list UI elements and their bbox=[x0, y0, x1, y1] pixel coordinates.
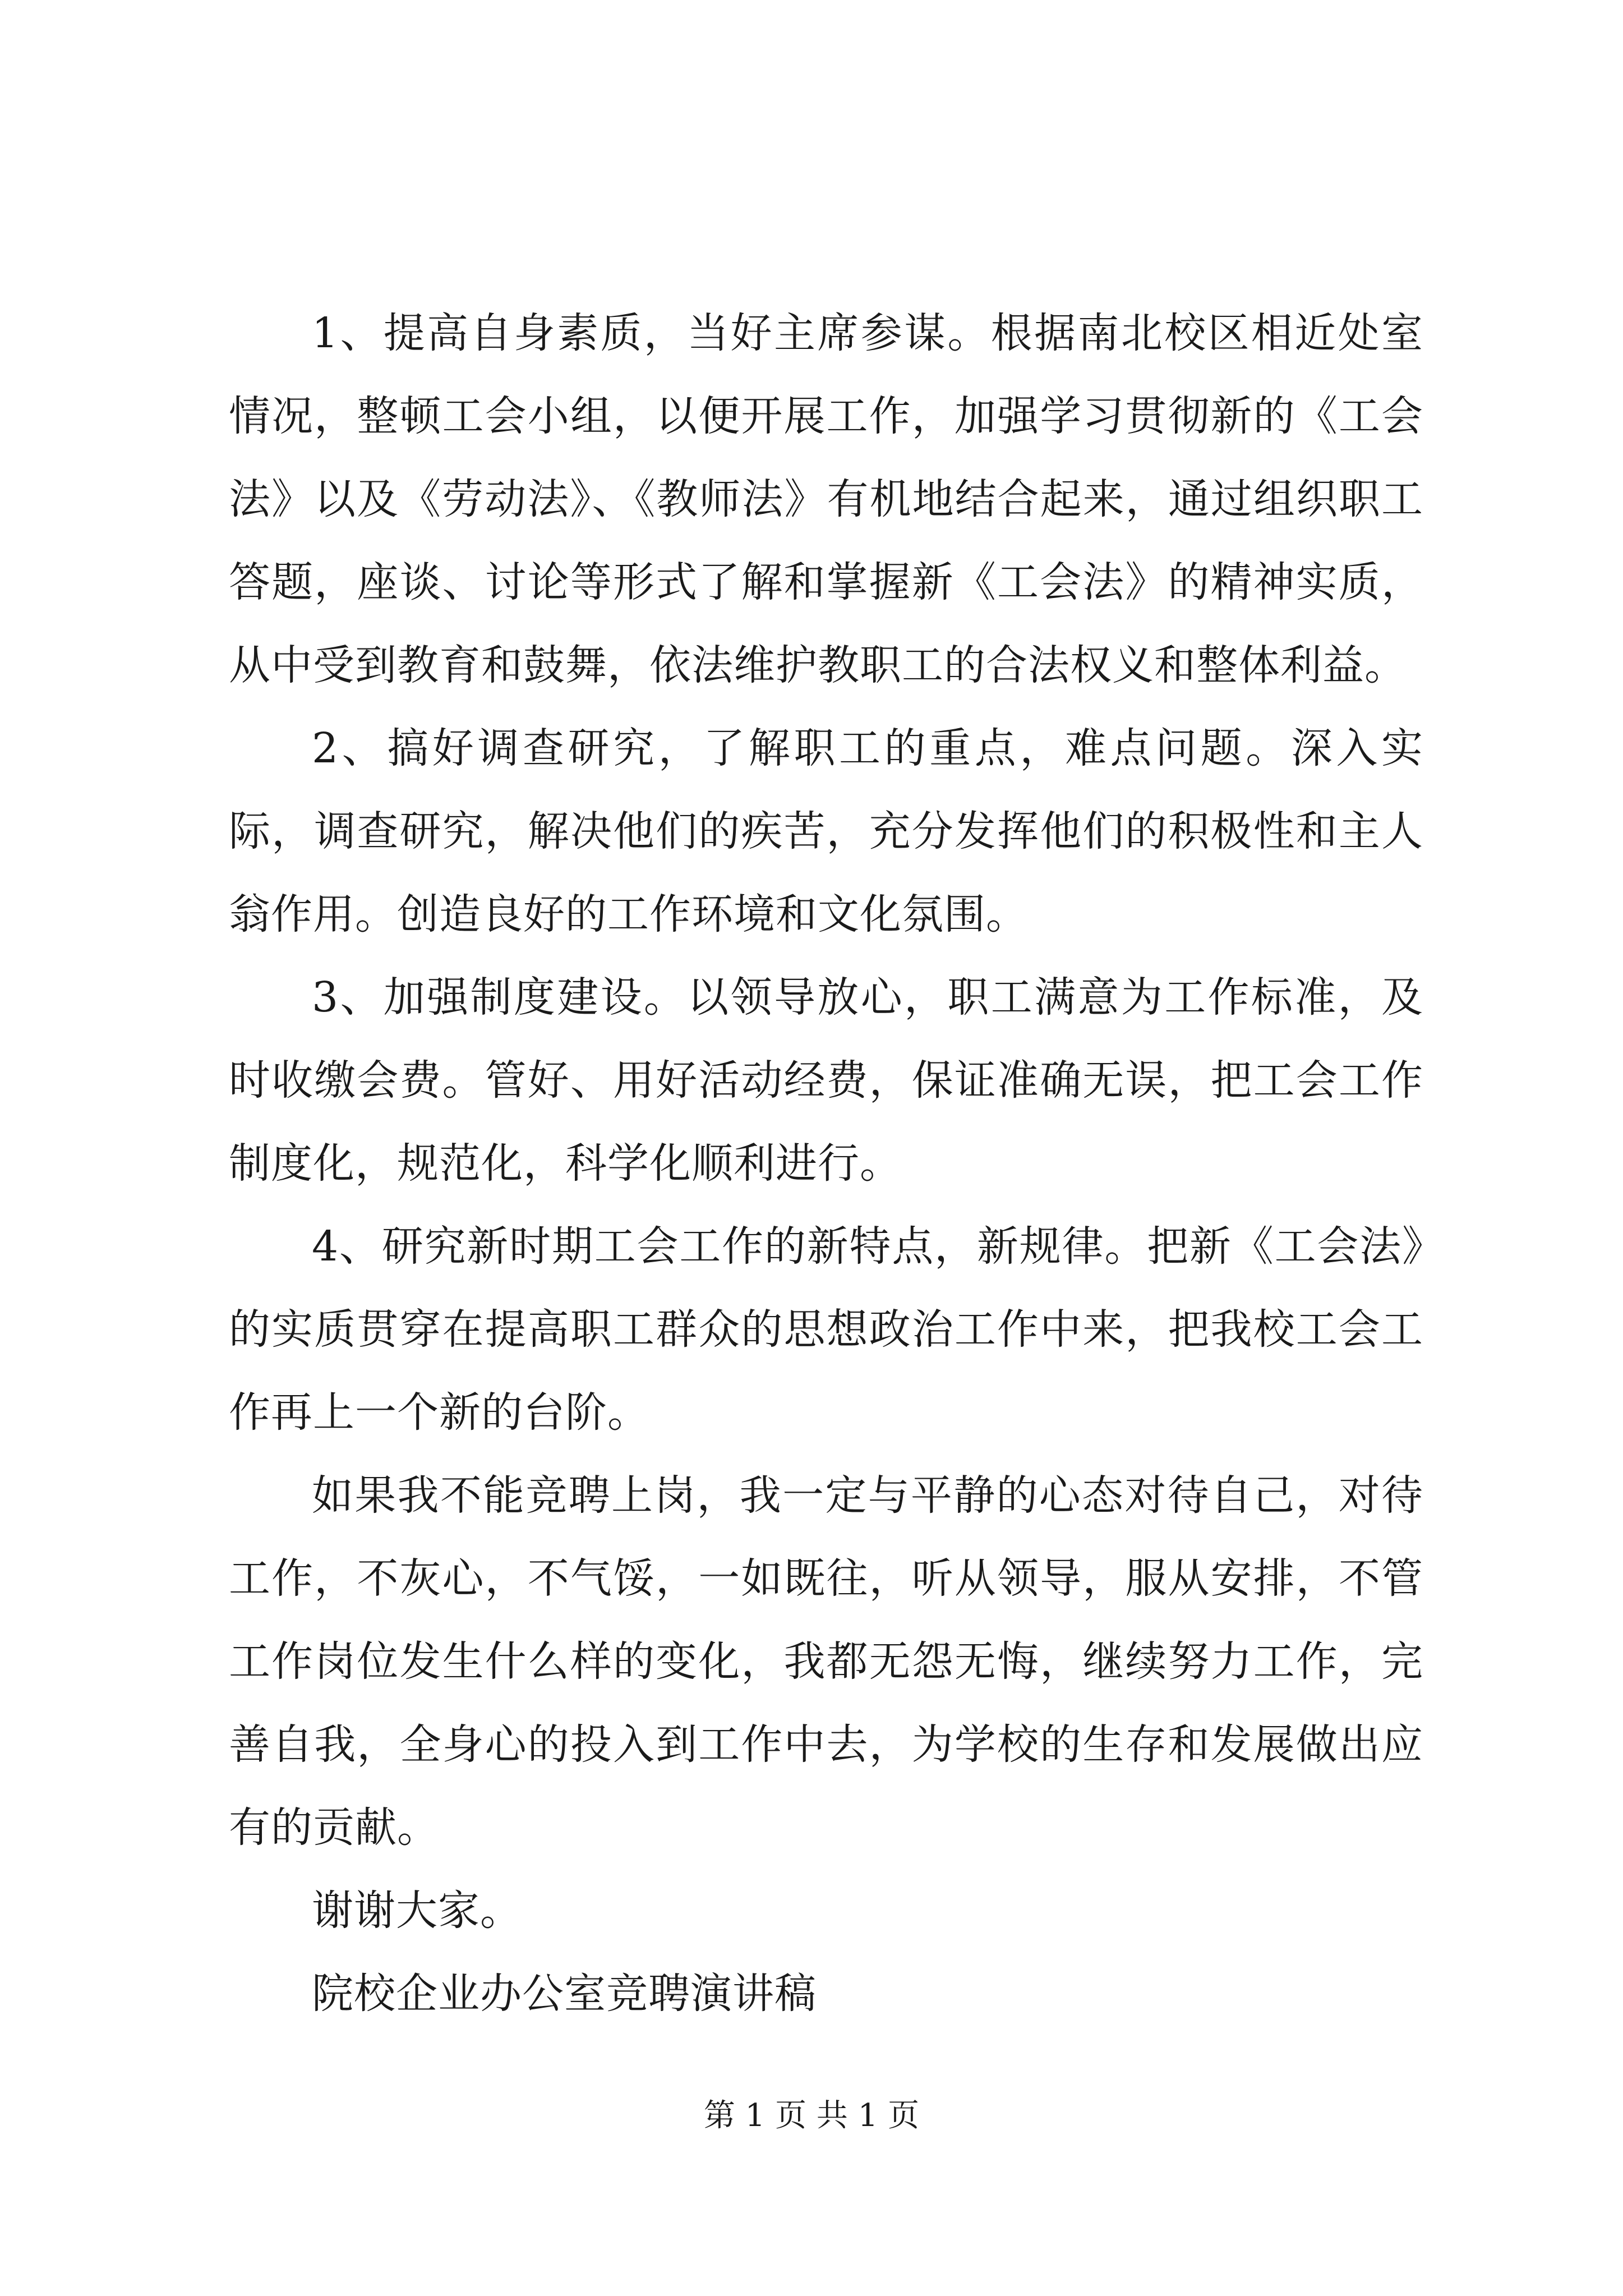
document-title-line: 院校企业办公室竞聘演讲稿 bbox=[312, 1970, 817, 2018]
paragraph-1: 1、提高自身素质，当好主席参谋。根据南北校区相近处室情况，整顿工会小组，以便开展工作，加强学习贯彻新的《工会法》以及《劳动法》、《教师法》有机地结合起来，通过组织职工答题，座谈、讨论等形式了解和掌握新《工会法》的精神实质，从中受到教育和鼓舞，依法维护教职工的合法权义和整体利益。 bbox=[229, 309, 1423, 689]
paragraph-2: 2、搞好调查研究，了解职工的重点，难点问题。深入实际，调查研究，解决他们的疾苦，充分发挥他们的积极性和主人翁作用。创造良好的工作环境和文化氛围。 bbox=[229, 724, 1423, 938]
paragraph-5: 如果我不能竞聘上岗，我一定与平静的心态对待自己，对待工作，不灰心，不气馁，一如既往，听从领导，服从安排，不管工作岗位发生什么样的变化，我都无怨无悔，继续努力工作，完善自我，全身心的投入到工作中去，为学校的生存和发展做出应有的贡献。 bbox=[229, 1471, 1423, 1852]
paragraph-3: 3、加强制度建设。以领导放心，职工满意为工作标准，及时收缴会费。管好、用好活动经费，保证准确无误，把工会工作制度化，规范化，科学化顺利进行。 bbox=[229, 973, 1423, 1188]
document-body bbox=[229, 292, 1423, 2035]
page-footer: 第 1 页 共 1 页 bbox=[703, 2097, 920, 2134]
closing-thanks: 谢谢大家。 bbox=[312, 1887, 522, 1935]
paragraph-4: 4、研究新时期工会工作的新特点，新规律。把新《工会法》的实质贯穿在提高职工群众的思想政治工作中来，把我校工会工作再上一个新的台阶。 bbox=[229, 1222, 1423, 1437]
